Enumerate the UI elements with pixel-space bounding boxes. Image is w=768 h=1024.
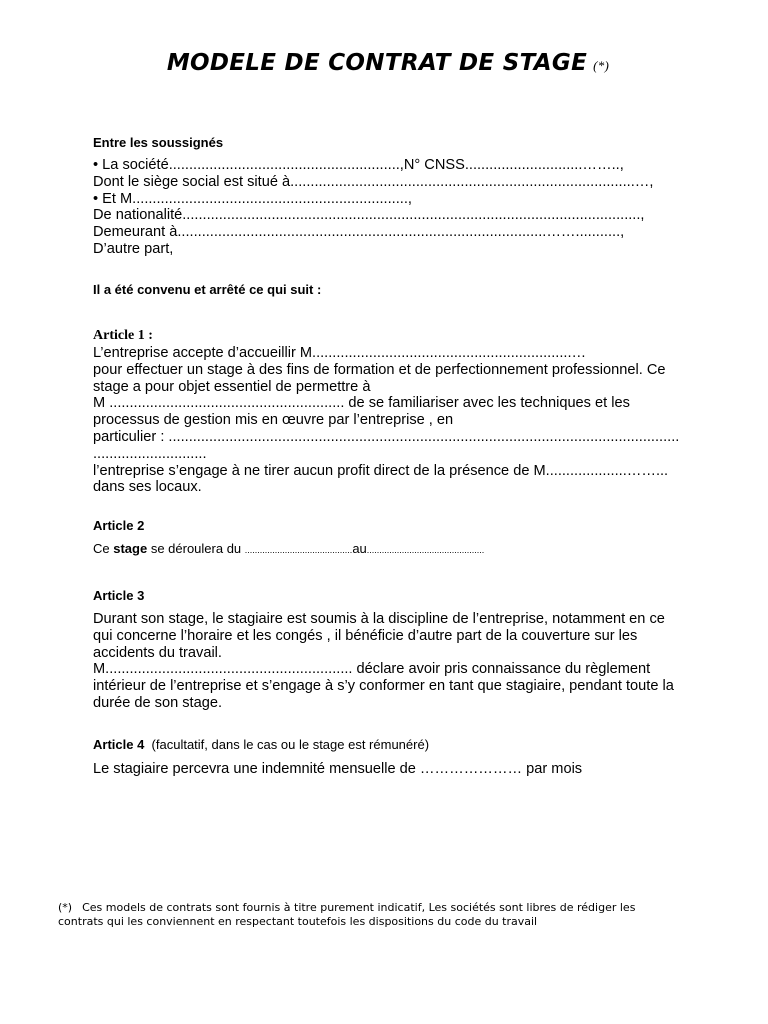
title-footnote-marker: (*) (593, 58, 610, 73)
article-3-line: intérieur de l’entreprise et s’engage à s’y conformer en tant que stagiaire, pendant toute la (93, 678, 674, 695)
agreement-statement: Il a été convenu et arrêté ce qui suit : (93, 282, 322, 297)
article-1-line: processus de gestion mis en œuvre par l’entreprise , en (93, 412, 454, 429)
parties-block (93, 157, 723, 258)
footnote-marker: (*) (58, 901, 73, 914)
article-2-from-dots: ........................................... (244, 545, 353, 555)
parties-line: Dont le siège social est situé à.....................................................................................…, (93, 173, 654, 190)
footnote-line-2: contrats qui les conviennent en respectant toutefois les dispositions du code du travail (58, 915, 538, 928)
article-3-line: Durant son stage, le stagiaire est soumis à la discipline de l’entreprise, notamment en ce (93, 611, 665, 627)
article-2-stage-word: stage (113, 541, 148, 556)
article-3-line: durée de son stage. (93, 694, 223, 711)
document-title (0, 50, 768, 76)
article-4-body: Le stagiaire percevra une indemnité mensuelle de ………………… par mois (93, 761, 583, 777)
footnote (58, 901, 698, 929)
parties-line: • Et M...................................................................., (93, 190, 412, 207)
article-3-line: M............................................................. déclare avoir pris connaissance du règlement (93, 661, 651, 678)
article-2-body (93, 541, 723, 558)
article-2-text-start: Ce (93, 541, 114, 556)
article-4-heading: Article 4 (93, 737, 145, 752)
document-title-text: MODELE DE CONTRAT DE STAGE (166, 50, 588, 76)
article-2-to-dots: ............................................... (366, 545, 485, 555)
article-3-body (93, 611, 723, 712)
parties-line: • La société.........................................................,N° CNSS.............................…….., (93, 157, 624, 173)
article-1-heading: Article 1 : (93, 328, 153, 343)
parties-line: Demeurant à...........................................................................................……..........., (93, 224, 625, 241)
article-1-line: M .......................................................... de se familiariser avec les techniques et les (93, 395, 630, 412)
article-1-line: pour effectuer un stage à des fins de formation et de perfectionnement professionnel. Ce (93, 361, 666, 378)
article-3-heading: Article 3 (93, 588, 145, 603)
article-4-heading-row (93, 737, 723, 753)
article-2-au: au (352, 541, 367, 556)
article-2-text-mid: se déroulera du (147, 541, 245, 556)
parties-line: De nationalité................................................................................................................., (93, 207, 645, 224)
article-1-body (93, 345, 723, 496)
article-1-line: L’entreprise accepte d’accueillir M................................................................… (93, 345, 587, 361)
article-1-line: stage a pour objet essentiel de permettre à (93, 378, 371, 395)
footnote-line-1: Ces models de contrats sont fournis à titre purement indicatif, Les sociétés sont libres de rédiger les (82, 901, 636, 914)
article-4-note: (facultatif, dans le cas ou le stage est rémunéré) (151, 737, 430, 752)
article-1-line: particulier : .............................................................................................................................. (93, 428, 680, 445)
parties-heading: Entre les soussignés (93, 135, 224, 150)
article-3-line: qui concerne l’horaire et les congés , il bénéficie d’autre part de la couverture sur les (93, 627, 638, 644)
article-1-line: l’entreprise s’engage à ne tirer aucun profit direct de la présence de M....................……... (93, 462, 669, 479)
article-2-heading: Article 2 (93, 518, 145, 533)
article-1-line: ............................ (93, 445, 207, 462)
article-3-line: accidents du travail. (93, 644, 222, 661)
article-1-line: dans ses locaux. (93, 479, 202, 496)
parties-line: D’autre part, (93, 240, 174, 257)
